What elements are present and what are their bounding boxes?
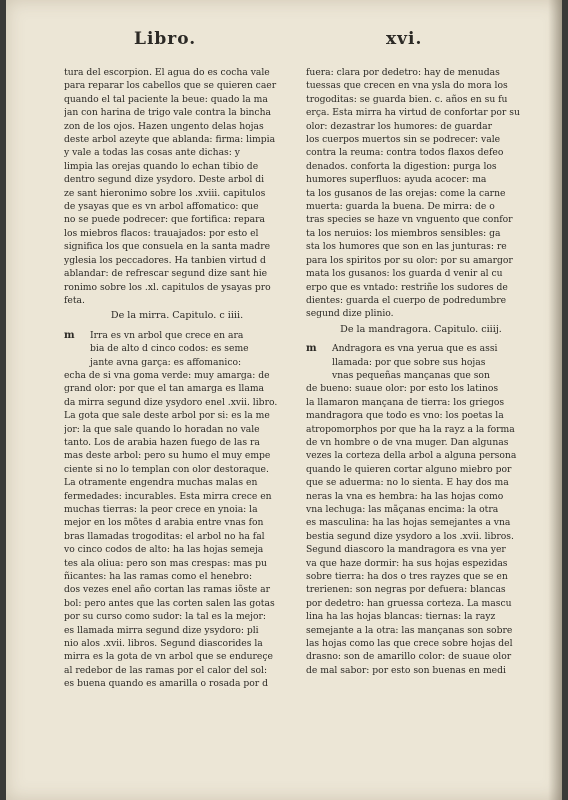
- text-line: fermedades: incurables. Esta mirra crece en: [64, 490, 272, 502]
- text-line: erça. Esta mirra ha virtud de confortar por su: [306, 107, 520, 119]
- text-line: las hojas como las que crece sobre hojas del: [306, 638, 513, 650]
- right-column: [306, 66, 536, 677]
- mandragora-paragraph-lines: [306, 342, 536, 677]
- text-line: muerta: guarda la buena. De mirra: de o: [306, 201, 495, 213]
- text-line: trogoditas: se guarda bien. c. años en su fu: [306, 93, 508, 105]
- text-line: atropomorphos por que ha la rayz a la forma: [306, 423, 515, 435]
- book-page: [6, 0, 562, 800]
- text-line: de bueno: suaue olor: por esto los latinos: [306, 383, 499, 395]
- left-top-text: [64, 66, 290, 307]
- text-line: Andragora es vna yerua que es assi: [332, 343, 498, 355]
- text-line: Irra es vn arbol que crece en ara: [90, 329, 244, 341]
- text-line: humores superfluos: ayuda acocer: ma: [306, 174, 487, 186]
- text-line: ciente si no lo templan con olor destoraque.: [64, 463, 269, 475]
- text-line: dentro segund dize ysydoro. Deste arbol di: [64, 174, 265, 186]
- text-line: es buena quando es amarilla o rosada por d: [64, 678, 268, 690]
- text-line: neras la vna es hembra: ha las hojas como: [306, 490, 504, 502]
- text-line: trerienen: son negras por defuera: blancas: [306, 584, 506, 596]
- text-line: ta los neruios: los miembros sensibles: ga: [306, 227, 501, 239]
- text-line: semejante a la otra: las mançanas son sobre: [306, 624, 513, 636]
- text-line: segund dize plinio.: [306, 308, 394, 320]
- text-line: olor: dezastrar los humores: de guardar: [306, 120, 493, 132]
- left-column: [64, 66, 290, 691]
- text-line: La otramente engendra muchas malas en: [64, 477, 258, 489]
- text-line: quando el tal paciente la beue: quado la ma: [64, 93, 268, 105]
- text-line: vo cinco codos de alto: ha las hojas semeja: [64, 544, 264, 556]
- mirra-paragraph-lines: [64, 329, 290, 691]
- page-edge-shadow: [548, 0, 562, 800]
- text-line: sobre tierra: ha dos o tres rayzes que se en: [306, 571, 508, 583]
- initial-letter: m: [306, 343, 317, 355]
- text-line: mata los gusanos: los guarda d venir al cu: [306, 268, 503, 280]
- text-line: que se aduerma: no lo sienta. E hay dos ma: [306, 477, 509, 489]
- right-top-text: [306, 66, 536, 321]
- text-line: tes ala oliua: pero son mas crespas: mas pu: [64, 557, 267, 569]
- text-line: drasno: son de amarillo color: de suaue olor: [306, 651, 512, 663]
- text-line: contra la reuma: contra todos flaxos defeo: [306, 147, 504, 159]
- mandragora-paragraph: [306, 342, 536, 677]
- text-line: es llamada mirra segund dize ysydoro: pli: [64, 624, 259, 636]
- text-line: ablandar: de refrescar segund dize sant hie: [64, 268, 268, 280]
- text-line: tanto. Los de arabia hazen fuego de las ra: [64, 436, 260, 448]
- text-line: echa de si vna goma verde: muy amarga: de: [64, 369, 270, 381]
- text-line: para reparar los cabellos que se quieren caer: [64, 80, 277, 92]
- text-line: limpia las orejas quando lo echan tibio de: [64, 160, 259, 172]
- text-line: yglesia los peccadores. Ha tanbien virtud d: [64, 254, 266, 266]
- text-line: deste arbol azeyte que ablanda: firma: limpia: [64, 134, 276, 146]
- text-line: de mal sabor: por esto son buenas en medi: [306, 664, 506, 676]
- text-line: para los spiritos por su olor: por su amargor: [306, 254, 513, 266]
- text-line: tura del escorpion. El agua do es cocha vale: [64, 67, 270, 78]
- text-line: tras species se haze vn vnguento que confor: [306, 214, 513, 226]
- text-line: lina ha las hojas blancas: tiernas: la rayz: [306, 611, 496, 623]
- text-line: La gota que sale deste arbol por si: es la me: [64, 410, 270, 422]
- initial-letter: m: [64, 329, 75, 341]
- text-line: los cuerpos muertos sin se podrecer: vale: [306, 134, 501, 146]
- text-line: jante avna garça: es affomanico:: [90, 356, 242, 368]
- text-line: muchas tierras: la peor crece en ynoia: la: [64, 504, 258, 515]
- text-line: ñicantes: ha las ramas como el henebro:: [64, 571, 253, 583]
- folio-number: xvi.: [386, 29, 423, 49]
- text-line: de ysayas que es vn arbol affomatico: que: [64, 201, 259, 213]
- text-line: bestia segund dize ysydoro a los .xvii. libros.: [306, 530, 514, 542]
- text-line: llamada: por que sobre sus hojas: [332, 356, 486, 368]
- text-line: tuessas que crecen en vna ysla do mora los: [306, 80, 508, 92]
- text-line: no se puede podrecer: que fortifica: repara: [64, 214, 265, 226]
- text-line: bia de alto d cinco codos: es seme: [90, 343, 249, 355]
- section-heading-mandragora: De la mandragora. Capitulo. ciiij.: [340, 323, 502, 335]
- text-line: grand olor: por que el tan amarga es llama: [64, 383, 265, 395]
- text-line: por su curso como sudor: la tal es la mejor:: [64, 611, 266, 623]
- text-line: mas deste arbol: pero su humo el muy empe: [64, 450, 271, 462]
- text-line: sta los humores que son en las junturas: re: [306, 241, 507, 253]
- text-line: zon de los ojos. Hazen ungento delas hojas: [64, 120, 264, 132]
- text-line: quando le quieren cortar alguno miebro por: [306, 463, 512, 475]
- text-line: al redebor de las ramas por el calor del sol:: [64, 664, 268, 676]
- text-line: ze sant hieronimo sobre los .xviii. capitulos: [64, 187, 266, 199]
- text-line: denados. conforta la digestion: purga los: [306, 160, 497, 172]
- text-line: fuera: clara por dedetro: hay de menudas: [306, 67, 500, 78]
- text-line: va que haze dormir: ha sus hojas espezidas: [306, 557, 508, 569]
- text-line: vnas pequeñas mançanas que son: [332, 369, 490, 381]
- text-line: y vale a todas las cosas ante dichas: y: [64, 147, 240, 159]
- running-head-left: Libro.: [134, 29, 197, 49]
- text-line: los miebros flacos: trauajados: por esto el: [64, 227, 259, 239]
- text-line: dientes: guarda el cuerpo de podredumbre: [306, 294, 507, 306]
- text-line: Segund diascoro la mandragora es vna yer: [306, 544, 506, 556]
- text-line: bol: pero antes que las corten salen las gotas: [64, 597, 275, 609]
- text-line: ronimo sobre los .xl. capitulos de ysayas pro: [64, 281, 271, 293]
- text-line: por dedetro: han gruessa corteza. La mascu: [306, 597, 512, 609]
- text-line: bras llamadas trogoditas: el arbol no ha fal: [64, 530, 265, 542]
- text-line: mandragora que todo es vno: los poetas la: [306, 410, 504, 422]
- text-line: nio alos .xvii. libros. Segund diascorides la: [64, 638, 263, 650]
- text-line: de vn hombre o de vna muger. Dan algunas: [306, 436, 509, 448]
- text-line: jor: la que sale quando lo horadan no vale: [64, 423, 260, 435]
- section-heading-mirra: De la mirra. Capitulo. c iiii.: [110, 310, 244, 322]
- text-line: mirra es la gota de vn arbol que se endureçe: [64, 651, 273, 663]
- text-line: dos vezes enel año cortan las ramas iõste ar: [64, 584, 271, 596]
- mirra-paragraph: [64, 329, 290, 691]
- text-line: es masculina: ha las hojas semejantes a vna: [306, 517, 511, 529]
- text-line: jan con harina de trigo vale contra la bincha: [64, 107, 271, 119]
- text-line: ta los gusanos de las orejas: come la carne: [306, 187, 506, 199]
- text-line: vezes la corteza della arbol a alguna persona: [306, 450, 517, 462]
- text-line: la llamaron mançana de tierra: los griegos: [306, 396, 505, 408]
- text-line: mejor en los mõtes d arabia entre vnas fon: [64, 517, 264, 529]
- text-line: significa los que consuela en la santa madre: [64, 241, 271, 253]
- text-line: vna lechuga: las mãçanas encima: la otra: [306, 504, 499, 515]
- text-line: da mirra segund dize ysydoro enel .xvii. libro.: [64, 396, 278, 408]
- text-line: feta.: [64, 294, 85, 306]
- text-line: erpo que es vntado: restriñe los sudores de: [306, 281, 508, 293]
